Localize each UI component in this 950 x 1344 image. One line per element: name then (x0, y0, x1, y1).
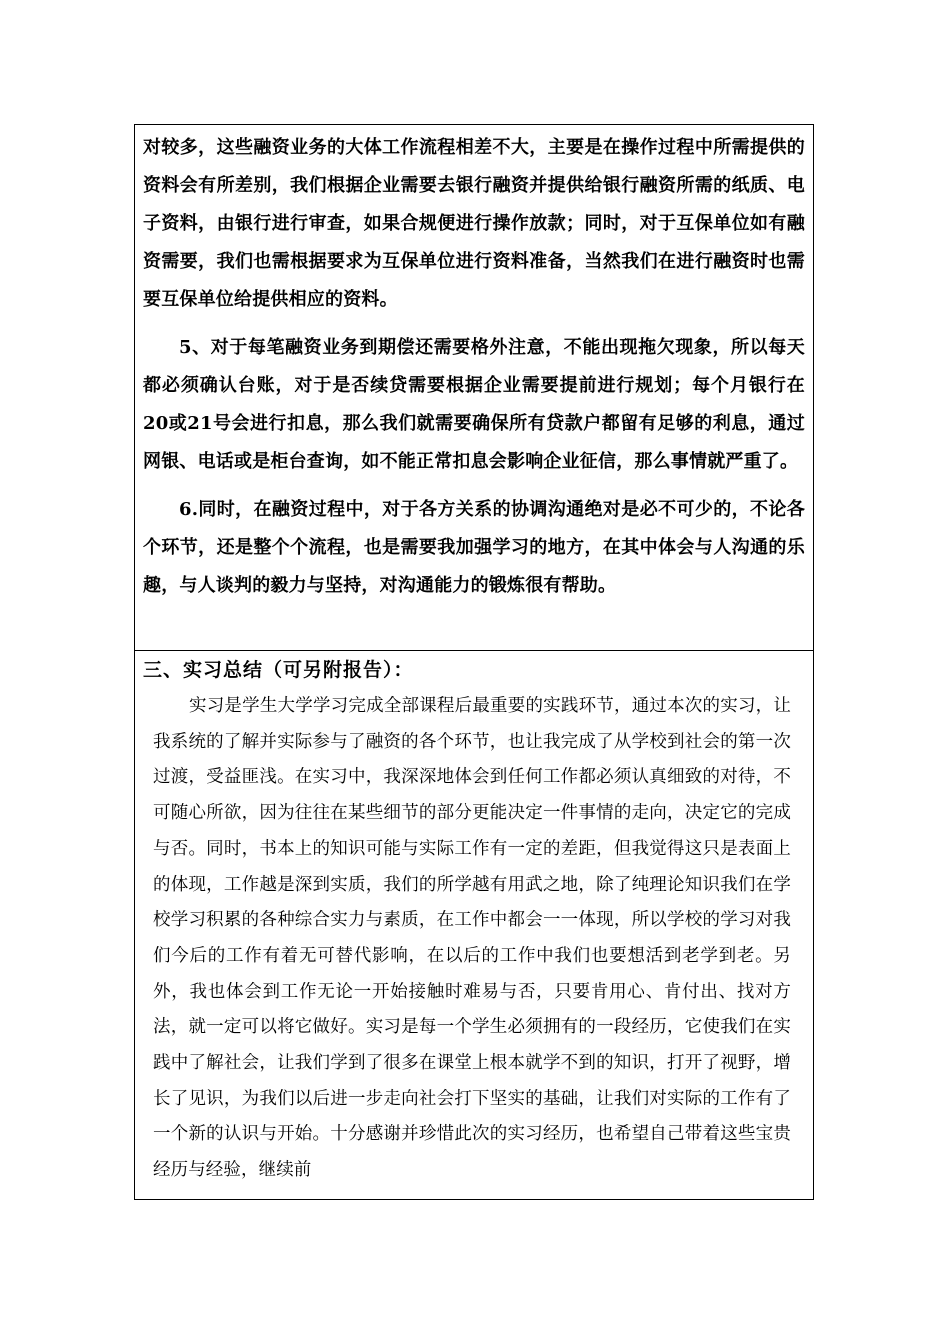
summary-paragraph: 实习是学生大学学习完成全部课程后最重要的实践环节，通过本次的实习，让我系统的了解并实际参与了融资的各个环节，也让我完成了从学校到社会的第一次过渡，受益匪浅。在实习中，我深深地体会到任何工作都必须认真细致的对待，不可随心所欲，因为往往在某些细节的部分更能决定一件事情的走向，决定它的完成与否。同时，书本上的知识可能与实际工作有一定的差距，但我觉得这只是表面上的体现，工作越是深到实质，我们的所学越有用武之地，除了纯理论知识我们在学校学习积累的各种综合实力与素质，在工作中都会一一体现，所以学校的学习对我们今后的工作有着无可替代影响，在以后的工作中我们也要想活到老学到老。另外，我也体会到工作无论一开始接触时难易与否，只要肯用心、肯付出、找对方法，就一定可以将它做好。实习是每一个学生必须拥有的一段经历，它使我们在实践中了解社会，让我们学到了很多在课堂上根本就学不到的知识，打开了视野，增长了见识，为我们以后进一步走向社会打下坚实的基础，让我们对实际的工作有了一个新的认识与开始。十分感谢并珍惜此次的实习经历，也希望自己带着这些宝贵经历与经验，继续前 (153, 696, 791, 1181)
paragraph-item-5: 5、对于每笔融资业务到期偿还需要格外注意，不能出现拖欠现象，所以每天都必须确认台账，对于是否续贷需要根据企业需要提前进行规划；每个月银行在20或21号会进行扣息，那么我们就需要确保所有贷款户都留有足够的利息，通过网银、电话或是柜台查询，如不能正常扣息会影响企业征信，那么事情就严重了。 (143, 337, 805, 472)
section-heading-summary: 三、实习总结（可另附报告）： (143, 659, 414, 681)
report-table (134, 124, 814, 1200)
paragraph-continued: 对较多，这些融资业务的大体工作流程相差不大，主要是在操作过程中所需提供的资料会有所差别，我们根据企业需要去银行融资并提供给银行融资所需的纸质、电子资料，由银行进行审查，如果合规便进行操作放款；同时，对于互保单位如有融资需要，我们也需根据要求为互保单位进行资料准备，当然我们在进行融资时也需要互保单位给提供相应的资料。 (143, 137, 805, 310)
summary-cell (135, 651, 813, 1189)
paragraph-item-6: 6.同时，在融资过程中，对于各方关系的协调沟通绝对是必不可少的，不论各个环节，还是整个个流程，也是需要我加强学习的地方，在其中体会与人沟通的乐趣，与人谈判的毅力与坚持，对沟通能力的锻炼很有帮助。 (143, 499, 805, 596)
work-content-cell (135, 125, 813, 651)
